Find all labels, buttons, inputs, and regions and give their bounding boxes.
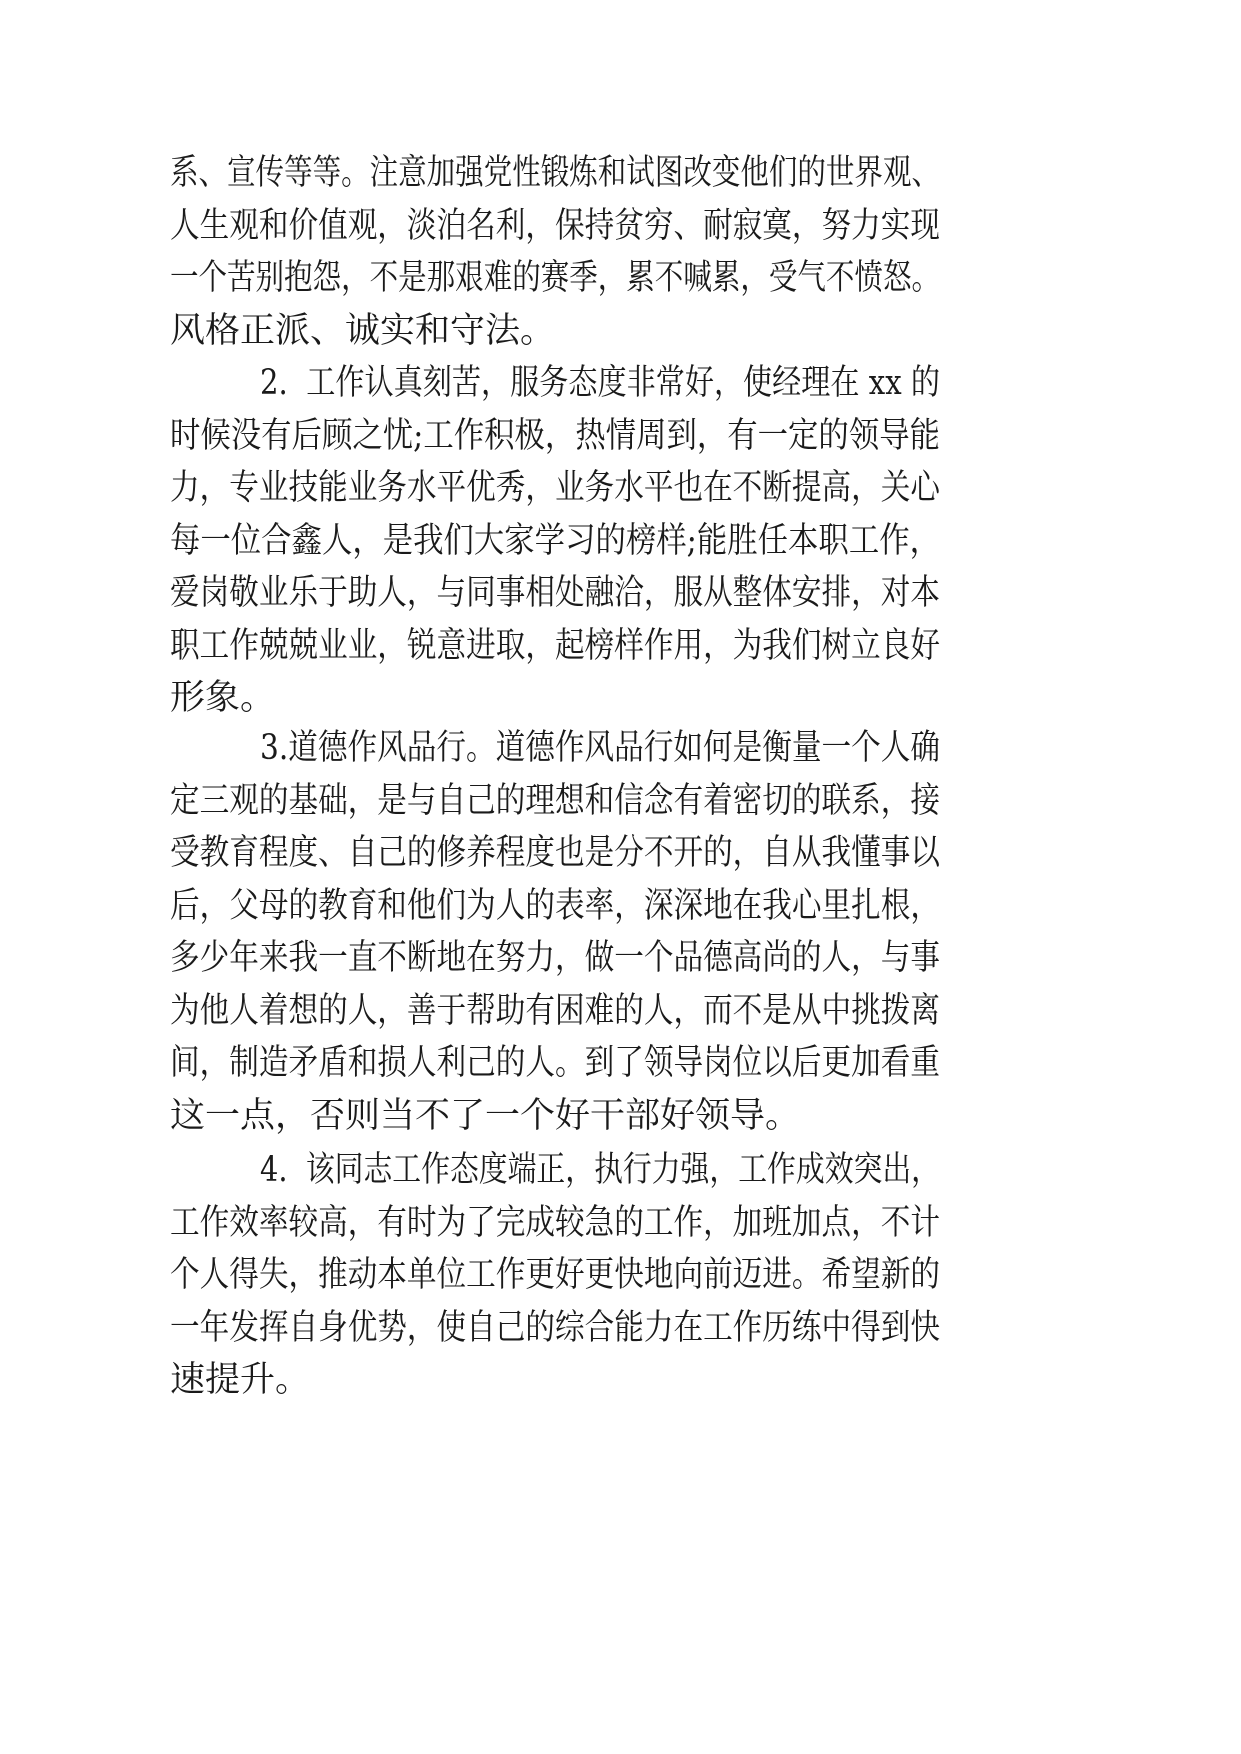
text-line-content: 间，制造矛盾和损人利己的人。到了领导岗位以后更加看重 — [170, 1043, 940, 1083]
text-line-content: 多少年来我一直不断地在努力，做一个品德高尚的人，与事 — [170, 938, 940, 978]
text-line — [0, 511, 1241, 571]
text-line-content: 工作效率较高，有时为了完成较急的工作，加班加点，不计 — [170, 1202, 940, 1243]
text-line — [0, 718, 1241, 778]
text-line — [0, 196, 1241, 256]
text-line-content: 爱岗敬业乐于助人，与同事相处融洽，服从整体安排，对本 — [170, 573, 940, 613]
text-line — [0, 1086, 1241, 1146]
text-line-content: 受教育程度、自己的修养程度也是分不开的，自从我懂事以 — [170, 833, 940, 873]
text-line — [0, 301, 1241, 361]
text-line-content: 速提升。 — [170, 1360, 311, 1400]
text-line — [0, 1298, 1241, 1358]
text-line-content: 人生观和价值观，淡泊名利，保持贫穷、耐寂寞，努力实现 — [170, 205, 940, 246]
text-line — [0, 353, 1241, 413]
text-line-content: 系、宣传等等。注意加强党性锻炼和试图改变他们的世界观、 — [170, 153, 940, 193]
text-line-content: 力，专业技能业务水平优秀，业务水平也在不断提高，关心 — [170, 468, 940, 508]
text-line-content: 3.道德作风品行。道德作风品行如何是衡量一个人确 — [260, 728, 940, 768]
text-line — [0, 1350, 1241, 1410]
text-line — [0, 1033, 1241, 1093]
text-line-content: 一年发挥自身优势，使自己的综合能力在工作历练中得到快 — [170, 1307, 940, 1348]
text-line — [0, 1140, 1241, 1200]
text-line-content: 风格正派、诚实和守法。 — [170, 310, 556, 351]
text-line — [0, 406, 1241, 466]
text-line-content: 为他人着想的人，善于帮助有困难的人，而不是从中挑拨离 — [170, 990, 940, 1031]
text-line — [0, 458, 1241, 518]
text-line — [0, 563, 1241, 623]
text-line — [0, 248, 1241, 308]
text-line — [0, 981, 1241, 1041]
text-line-content: 形象。 — [170, 678, 276, 718]
text-line-content: 这一点，否则当不了一个好干部好领导。 — [170, 1095, 801, 1136]
text-line — [0, 876, 1241, 936]
text-line-content: 职工作兢兢业业，锐意进取，起榜样作用，为我们树立良好 — [170, 625, 940, 666]
text-line-content: 2. 工作认真刻苦，服务态度非常好，使经理在 xx 的 — [260, 363, 940, 403]
text-line — [0, 823, 1241, 883]
text-line — [0, 928, 1241, 988]
text-line-content: 一个苦别抱怨，不是那艰难的赛季，累不喊累，受气不愤怒。 — [170, 258, 940, 298]
text-line — [0, 143, 1241, 203]
text-line-content: 定三观的基础，是与自己的理想和信念有着密切的联系，接 — [170, 780, 940, 821]
text-line — [0, 771, 1241, 831]
text-line-content: 时候没有后顾之忧;工作积极，热情周到，有一定的领导能 — [170, 415, 940, 456]
text-line — [0, 616, 1241, 676]
text-line-content: 后，父母的教育和他们为人的表率，深深地在我心里扎根， — [170, 885, 940, 926]
text-line-content: 个人得失，推动本单位工作更好更快地向前迈进。希望新的 — [170, 1255, 940, 1295]
text-line — [0, 1245, 1241, 1305]
text-line — [0, 1193, 1241, 1253]
text-line-content: 4. 该同志工作态度端正，执行力强，工作成效突出， — [260, 1150, 940, 1190]
text-line-content: 每一位合鑫人，是我们大家学习的榜样;能胜任本职工作， — [170, 520, 940, 561]
